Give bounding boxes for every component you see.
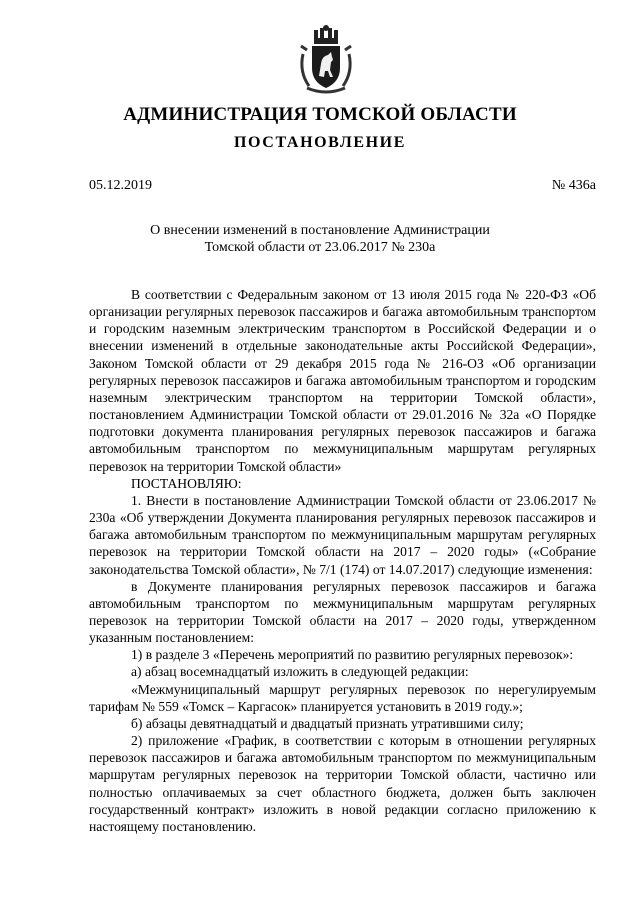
body-paragraph: 1) в разделе 3 «Перечень мероприятий по развитию регулярных перевозок»: (131, 647, 574, 663)
subject-line: Томской области от 23.06.2017 № 230а (204, 240, 436, 255)
body-paragraph: а) абзац восемнадцатый изложить в следующей редакции: (131, 664, 469, 680)
body-paragraph: 1. Внести в постановление Администрации Томской области от 23.06.2017 № 230а «Об утверждении Документа планирования регулярных перевозок пассажиров и багажа автомобильным транспортом по межмуниципальным маршрутам регулярных перевозок на территории Томской области на 2017 – 2020 годы» («Собрание законодательства Томской области», № 7/1 (174) от 14.07.2017) следующие изменения: (89, 492, 596, 577)
body-paragraph: б) абзацы девятнадцатый и двадцатый признать утратившими силу; (131, 715, 524, 731)
body-paragraph-resolution: ПОСТАНОВЛЯЮ: (131, 475, 242, 491)
document-type: ПОСТАНОВЛЕНИЕ (234, 134, 406, 151)
tomsk-coat-of-arms-icon (297, 24, 355, 94)
body-paragraph: 2) приложение «График, в соответствии с которым в отношении регулярных перевозок пассажиров и багажа автомобильным транспортом по межмуниципальным маршрутам регулярных перевозок на территории Томской области, частично или полностью оплачиваемых за счет областного бюджета, должен быть заключен государственный контракт» изложить в новой редакции согласно приложению к настоящему постановлению. (89, 733, 596, 834)
document-subject (120, 222, 520, 256)
org-title: АДМИНИСТРАЦИЯ ТОМСКОЙ ОБЛАСТИ (123, 104, 517, 125)
document-body (89, 286, 596, 835)
subject-line: О внесении изменений в постановление Администрации (150, 223, 490, 238)
body-paragraph: «Межмуниципальный маршрут регулярных перевозок по нерегулируемым тарифам № 559 «Томск – Каргасок» планируется установить в 2019 году.»; (89, 681, 596, 714)
document-date: 05.12.2019 (89, 178, 152, 193)
document-number: № 436а (551, 178, 596, 193)
body-paragraph: в Документе планирования регулярных перевозок пассажиров и багажа автомобильным транспортом по межмуниципальным маршрутам регулярных перевозок на территории Томской области на 2017 – 2020 годы, утвержденном указанным постановлением: (89, 578, 596, 646)
body-paragraph: В соответствии с Федеральным законом от 13 июля 2015 года № 220-ФЗ «Об организации регулярных перевозок пассажиров и багажа автомобильным транспортом и городским наземным электрическим транспортом в Российской Федерации и о внесении изменений в отдельные законодательные акты Российской Федерации», Законом Томской области от 29 декабря 2015 года № 216-ОЗ «Об организации регулярных перевозок пассажиров и багажа автомобильным транспортом и городским наземным электрическим транспортом на территории Томской области», постановлением Администрации Томской области от 29.01.2016 № 32а «О Порядке подготовки документа планирования регулярных перевозок пассажиров и багажа автомобильным транспортом по межмуниципальным маршрутам регулярных перевозок на территории Томской области» (89, 287, 596, 474)
